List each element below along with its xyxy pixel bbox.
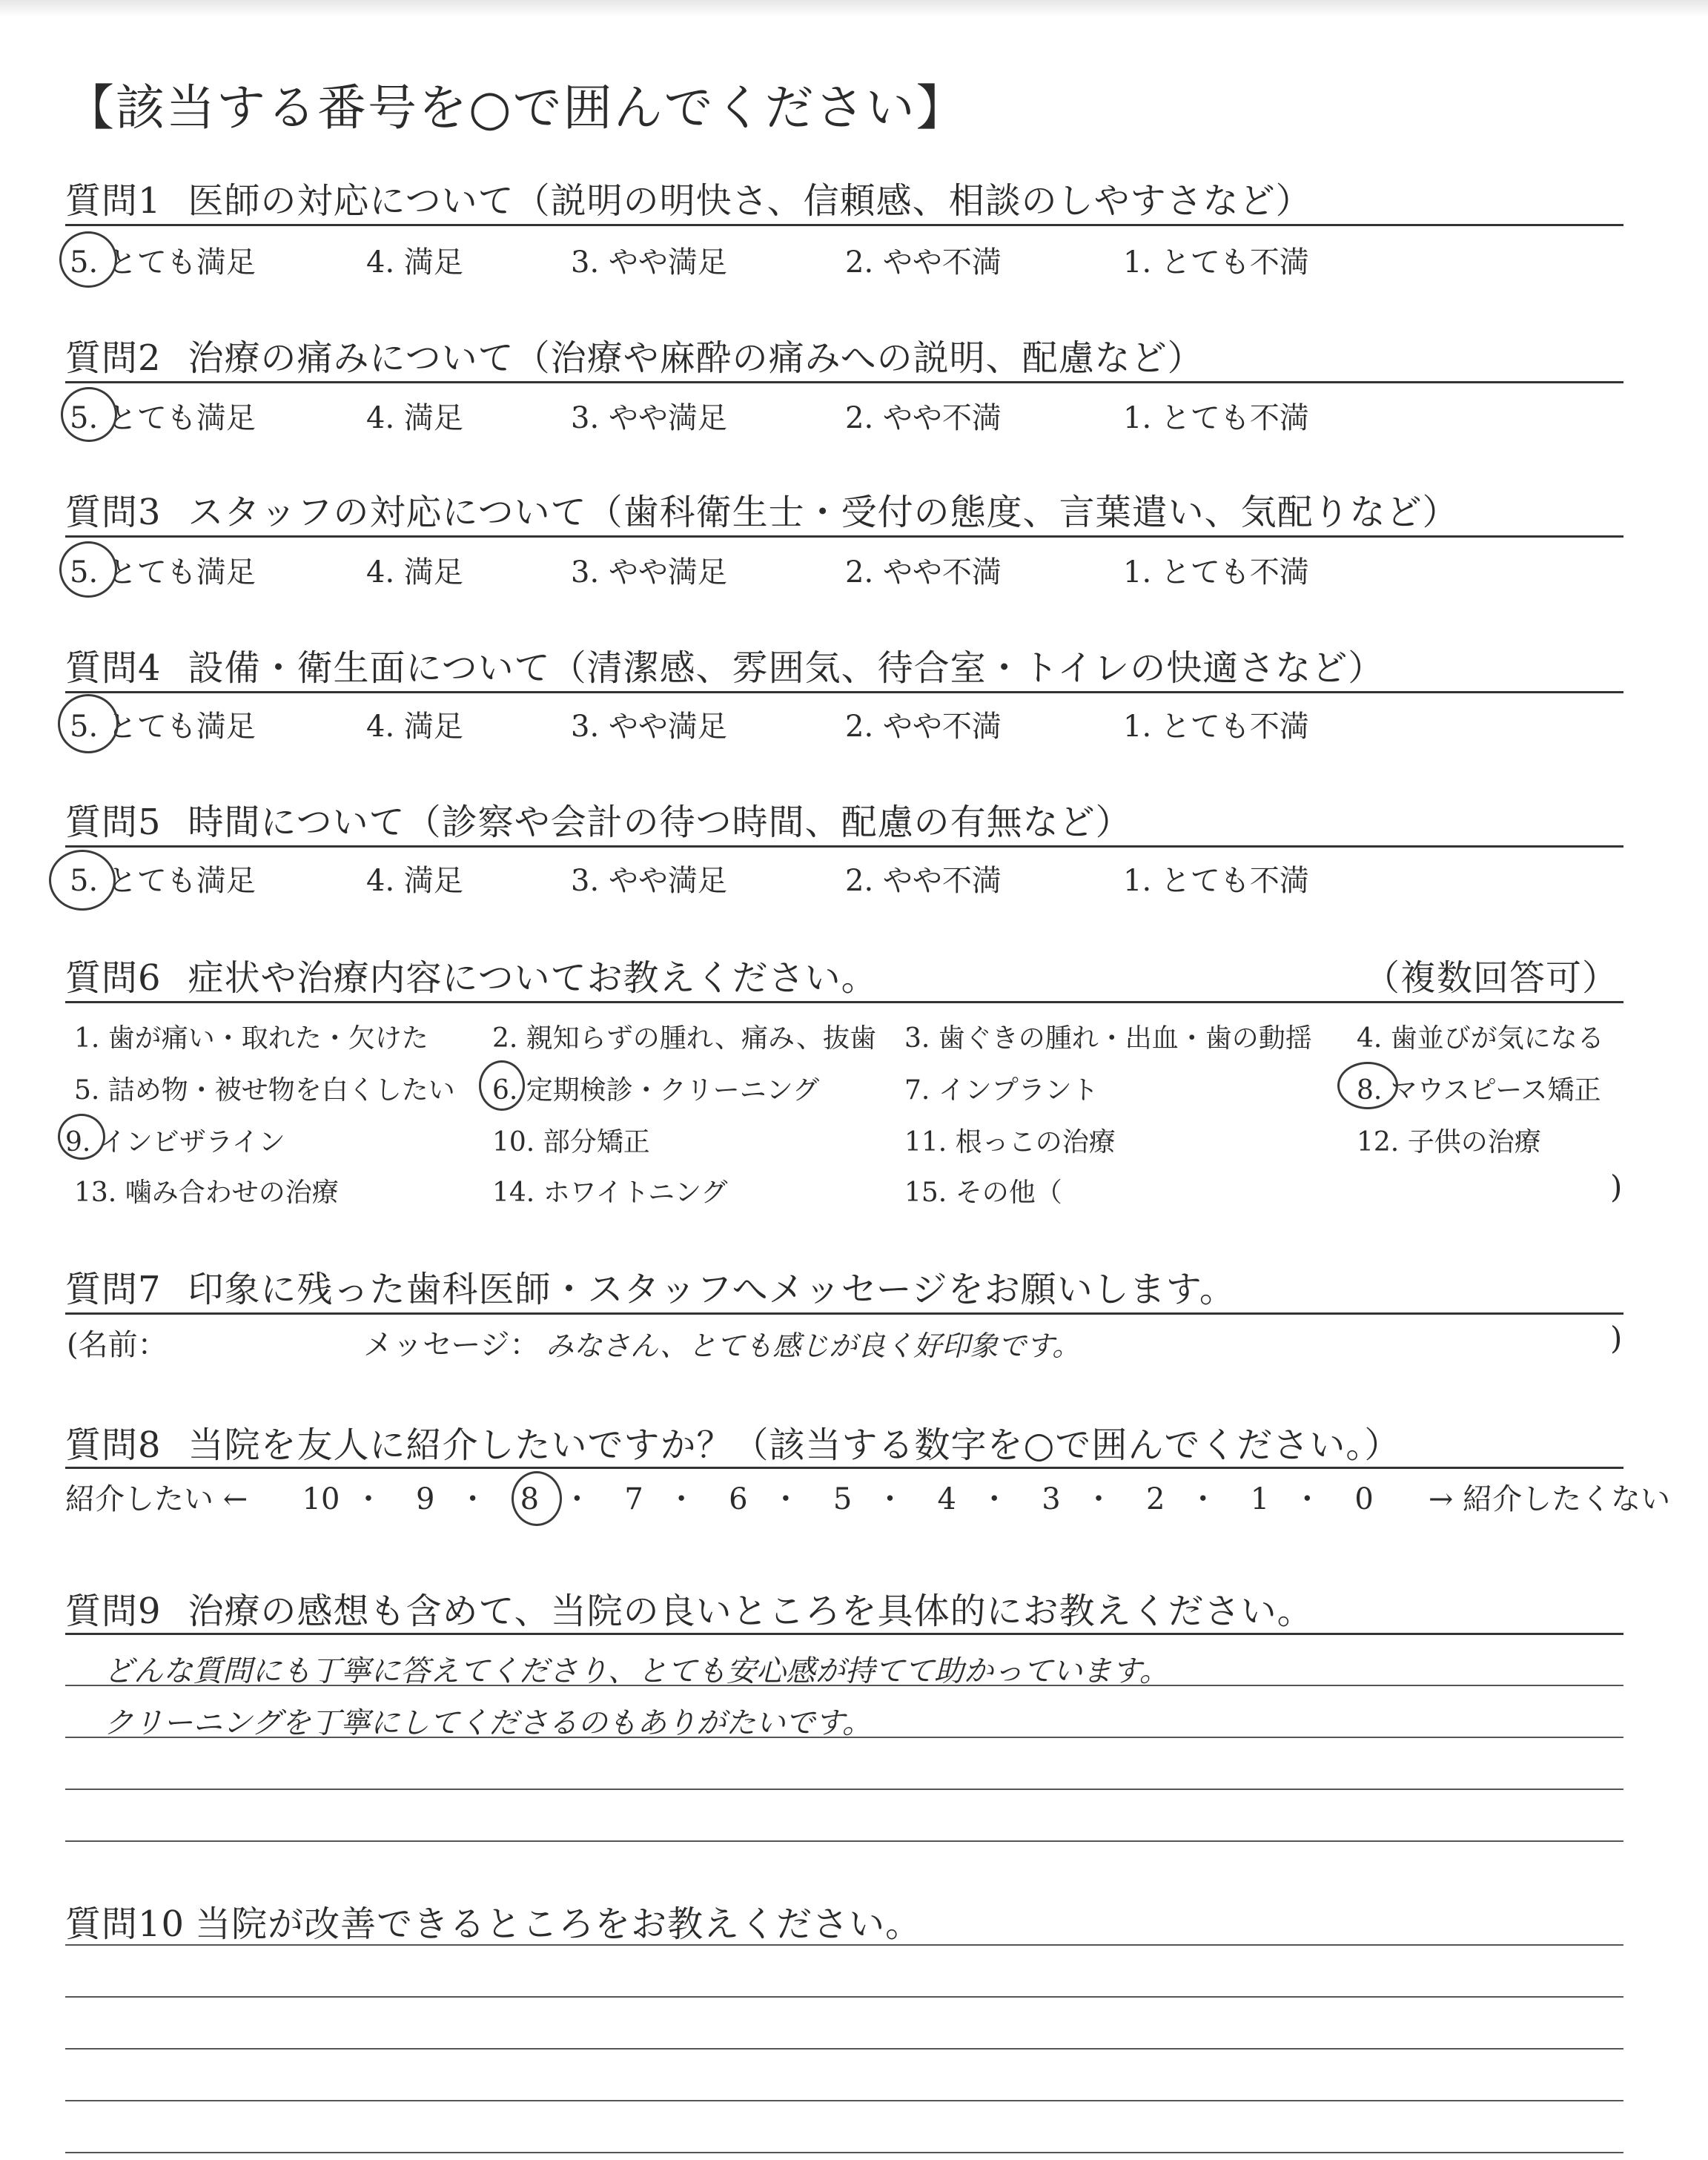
question-text: 医師の対応について（説明の明快さ、信頼感、相談のしやすさなど）	[188, 180, 1312, 222]
q8-circle-mark	[512, 1471, 562, 1526]
answer-line	[65, 2100, 1623, 2101]
question-number: 質問4	[65, 647, 162, 689]
q1-option-1[interactable]: 1. とても不満	[1123, 245, 1309, 280]
multiple-answer-note: （複数回答可）	[1364, 957, 1619, 999]
message-label: メッセージ：	[363, 1328, 540, 1362]
question-text: 設備・衛生面について（清潔感、雰囲気、待合室・トイレの快適さなど）	[188, 647, 1385, 689]
q6-choice-14[interactable]: 14. ホワイトニング	[492, 1178, 728, 1208]
answer-line	[65, 1685, 1623, 1686]
scale-3[interactable]: 3	[1042, 1482, 1061, 1516]
q2-option-4[interactable]: 4. 満足	[366, 401, 463, 435]
question-1-rule	[65, 224, 1623, 226]
q6-choice-13[interactable]: 13. 噛み合わせの治療	[74, 1178, 339, 1208]
question-2-rule	[65, 381, 1623, 383]
q1-option-5[interactable]: 5. とても満足	[70, 245, 256, 280]
q2-option-3[interactable]: 3. やや満足	[571, 401, 727, 435]
recommend-scale: 紹介したい ← 10 ・ 9 ・ 8 ・ 7 ・ 6 ・ 5 ・ 4 ・ 3 ・ 2 ・ 1 ・ 0 → 紹介したくない	[65, 1476, 1670, 1518]
scale-0[interactable]: 0	[1354, 1482, 1374, 1516]
scale-2[interactable]: 2	[1145, 1482, 1165, 1516]
q5-option-3[interactable]: 3. やや満足	[571, 864, 727, 898]
question-number: 質問7	[65, 1269, 162, 1310]
q3-option-4[interactable]: 4. 満足	[366, 555, 463, 589]
q5-circle-mark	[49, 850, 116, 911]
message-close-paren: )	[1610, 1320, 1623, 1356]
scale-9[interactable]: 9	[415, 1482, 435, 1516]
q9-answer-line-1[interactable]: どんな質問にも丁寧に答えてくださり、とても安心感が持てて助かっています。	[104, 1654, 1169, 1688]
q6-choice-1[interactable]: 1. 歯が痛い・取れた・欠けた	[74, 1023, 428, 1054]
answer-line	[65, 1944, 1623, 1946]
q6-choice-4[interactable]: 4. 歯並びが気になる	[1357, 1023, 1604, 1054]
question-text: 当院が改善できるところをお教えください。	[195, 1903, 922, 1945]
q2-option-2[interactable]: 2. やや不満	[845, 401, 1002, 435]
question-text: 当院を友人に紹介したいですか？（該当する数字を○で囲んでください。）	[188, 1424, 1401, 1466]
question-number: 質問5	[65, 802, 162, 843]
q2-option-1[interactable]: 1. とても不満	[1123, 401, 1309, 435]
q2-circle-mark	[61, 387, 117, 442]
question-number: 質問1	[65, 180, 162, 222]
question-text: 時間について（診察や会計の待つ時間、配慮の有無など）	[188, 802, 1132, 843]
q6-circle-mark-6	[479, 1060, 525, 1111]
question-7-rule	[65, 1312, 1623, 1315]
q6-choice-8[interactable]: 8. マウスピース矯正	[1357, 1075, 1601, 1106]
question-text: 治療の痛みについて（治療や麻酔の痛みへの説明、配慮など）	[188, 337, 1204, 379]
q4-option-1[interactable]: 1. とても不満	[1123, 710, 1309, 744]
question-2-title	[65, 329, 1204, 380]
scale-4[interactable]: 4	[937, 1482, 956, 1516]
question-text: 治療の感想も含めて、当院の良いところを具体的にお教えください。	[188, 1591, 1314, 1632]
question-6-rule	[65, 1001, 1623, 1003]
question-7-title	[65, 1261, 1236, 1312]
q6-choice-7[interactable]: 7. インプラント	[904, 1075, 1099, 1106]
q3-option-5[interactable]: 5. とても満足	[70, 555, 256, 589]
answer-line	[65, 1789, 1623, 1790]
q4-option-5[interactable]: 5. とても満足	[70, 710, 256, 744]
q6-choice-15[interactable]: 15. その他（	[904, 1178, 1062, 1208]
page-heading: 【該当する番号を○で囲んでください】	[65, 79, 967, 136]
answer-line	[65, 2152, 1623, 2153]
scale-10[interactable]: 10	[302, 1482, 340, 1516]
q2-option-5[interactable]: 5. とても満足	[70, 401, 256, 435]
question-number: 質問3	[65, 492, 162, 533]
name-label: (名前：	[67, 1328, 168, 1362]
q4-option-3[interactable]: 3. やや満足	[571, 710, 727, 744]
answer-line	[65, 1737, 1623, 1738]
question-10-title	[65, 1895, 921, 1946]
q6-choice-6[interactable]: 6. 定期検診・クリーニング	[492, 1075, 820, 1106]
question-1-title	[65, 172, 1312, 223]
question-text: スタッフの対応について（歯科衛生士・受付の態度、言葉遣い、気配りなど）	[188, 492, 1459, 533]
question-number: 質問8	[65, 1424, 162, 1466]
question-number: 質問9	[65, 1591, 162, 1632]
q5-option-5[interactable]: 5. とても満足	[70, 864, 256, 898]
q6-choice-3[interactable]: 3. 歯ぐきの腫れ・出血・歯の動揺	[904, 1023, 1312, 1054]
q1-option-3[interactable]: 3. やや満足	[571, 245, 727, 280]
q3-option-1[interactable]: 1. とても不満	[1123, 555, 1309, 589]
question-text: 症状や治療内容についてお教えください。	[188, 957, 878, 999]
q9-answer-line-2[interactable]: クリーニングを丁寧にしてくださるのもありがたいです。	[104, 1706, 872, 1740]
q6-circle-mark-8	[1337, 1062, 1398, 1109]
answer-line	[65, 1840, 1623, 1842]
scan-edge	[0, 0, 1708, 16]
question-5-rule	[65, 845, 1623, 848]
q6-choice-10[interactable]: 10. 部分矯正	[492, 1127, 650, 1157]
question-number: 質問6	[65, 957, 162, 999]
q6-choice-5[interactable]: 5. 詰め物・被せ物を白くしたい	[74, 1075, 455, 1106]
question-8-rule	[65, 1467, 1623, 1469]
message-handwriting[interactable]: みなさん、とても感じが良く好印象です。	[546, 1330, 1081, 1362]
question-3-title	[65, 483, 1459, 535]
question-4-rule	[65, 691, 1623, 693]
q3-option-3[interactable]: 3. やや満足	[571, 555, 727, 589]
q1-option-4[interactable]: 4. 満足	[366, 245, 463, 280]
q5-option-4[interactable]: 4. 満足	[366, 864, 463, 898]
scale-6[interactable]: 6	[729, 1482, 748, 1516]
q6-circle-mark-9	[58, 1114, 105, 1160]
other-close-paren: )	[1610, 1169, 1623, 1205]
q6-choice-12[interactable]: 12. 子供の治療	[1357, 1127, 1541, 1157]
q6-choice-9[interactable]: 9. インビザライン	[65, 1127, 285, 1157]
q4-option-2[interactable]: 2. やや不満	[845, 710, 1002, 744]
q1-option-2[interactable]: 2. やや不満	[845, 245, 1002, 280]
q3-option-2[interactable]: 2. やや不満	[845, 555, 1002, 589]
scale-8[interactable]: 8	[520, 1482, 540, 1516]
question-3-rule	[65, 535, 1623, 538]
answer-line	[65, 2048, 1623, 2050]
question-9-rule	[65, 1633, 1623, 1635]
question-number: 質問10	[65, 1903, 185, 1945]
q5-option-1[interactable]: 1. とても不満	[1123, 864, 1309, 898]
question-number: 質問2	[65, 337, 162, 379]
scale-left-label: 紹介したい ←	[65, 1482, 248, 1516]
q6-choice-11[interactable]: 11. 根っこの治療	[904, 1127, 1116, 1157]
question-6-title	[65, 949, 878, 1000]
answer-line	[65, 1996, 1623, 1998]
scale-right-label: → 紹介したくない	[1428, 1482, 1671, 1516]
question-text: 印象に残った歯科医師・スタッフへメッセージをお願いします。	[188, 1269, 1236, 1310]
q4-option-4[interactable]: 4. 満足	[366, 710, 463, 744]
scale-7[interactable]: 7	[624, 1482, 643, 1516]
q3-circle-mark	[59, 541, 117, 598]
scale-1[interactable]: 1	[1250, 1482, 1270, 1516]
question-9-title	[65, 1582, 1314, 1634]
question-4-title	[65, 639, 1384, 690]
scale-5[interactable]: 5	[833, 1482, 853, 1516]
q4-circle-mark	[58, 694, 119, 753]
question-5-title	[65, 793, 1132, 845]
q5-option-2[interactable]: 2. やや不満	[845, 864, 1002, 898]
q6-choice-2[interactable]: 2. 親知らずの腫れ、痛み、抜歯	[492, 1023, 877, 1054]
q1-circle-mark	[59, 231, 117, 288]
question-8-title	[65, 1416, 1400, 1467]
